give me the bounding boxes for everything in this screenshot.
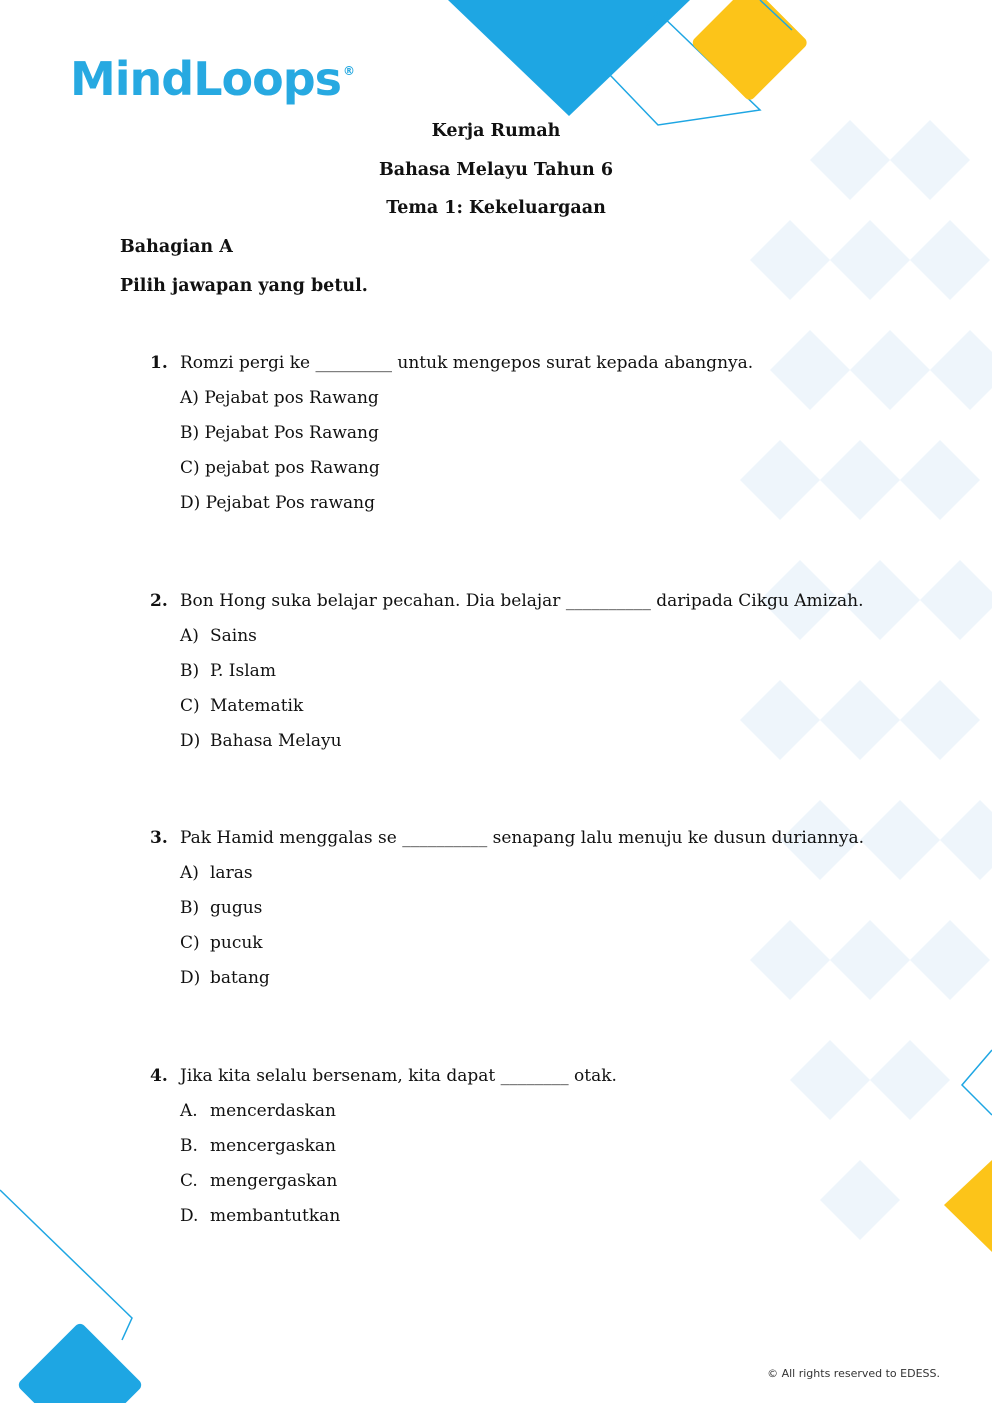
theme-title: Tema 1: Kekeluargaan: [386, 198, 606, 218]
option-b[interactable]: [150, 661, 910, 696]
option-text: Sains: [210, 626, 257, 646]
option-letter: C): [180, 696, 200, 716]
question-number: 1.: [150, 353, 168, 373]
option-text: mencerdaskan: [210, 1101, 336, 1121]
option-text: Matematik: [210, 696, 304, 716]
option-letter: C): [180, 458, 200, 478]
option-text: mengergaskan: [210, 1171, 338, 1191]
question-stem: [150, 591, 910, 615]
option-text: pucuk: [210, 933, 263, 953]
option-a[interactable]: [150, 1101, 910, 1136]
top-yellow-diamond: [690, 0, 809, 102]
question-number: 2.: [150, 591, 168, 611]
question-stem: [150, 1066, 910, 1090]
right-yellow-diamond: [944, 1160, 992, 1252]
option-c[interactable]: [150, 933, 910, 968]
option-text: batang: [210, 968, 270, 988]
option-list: [150, 1101, 910, 1241]
option-letter: A): [180, 388, 199, 408]
option-c[interactable]: [150, 458, 910, 493]
option-a[interactable]: [150, 863, 910, 898]
bottom-left-outline: [0, 1190, 132, 1340]
option-letter: D): [180, 731, 201, 751]
option-c[interactable]: [150, 1171, 910, 1206]
option-text: gugus: [210, 898, 263, 918]
right-outline-diamond: [962, 1050, 992, 1115]
option-d[interactable]: [150, 731, 910, 766]
question-stem: [150, 353, 910, 377]
logo-text: MindLoops: [70, 52, 342, 106]
section-instruction: Pilih jawapan yang betul.: [120, 276, 368, 296]
option-letter: D.: [180, 1206, 199, 1226]
question-text: Bon Hong suka belajar pecahan. Dia belajar __________ daripada Cikgu Amizah.: [180, 591, 864, 611]
option-list: [150, 388, 910, 528]
question-text: Romzi pergi ke _________ untuk mengepos surat kepada abangnya.: [180, 353, 754, 373]
option-letter: A): [180, 626, 199, 646]
option-letter: A.: [180, 1101, 198, 1121]
option-text: P. Islam: [210, 661, 276, 681]
option-b[interactable]: [150, 423, 910, 458]
question-2: [150, 591, 910, 766]
copyright-footer: © All rights reserved to EDESS.: [767, 1367, 940, 1380]
option-text: membantutkan: [210, 1206, 341, 1226]
question-number: 3.: [150, 828, 168, 848]
mindloops-logo: [70, 52, 354, 106]
option-text: Bahasa Melayu: [210, 731, 342, 751]
document-title: Kerja Rumah: [431, 121, 561, 141]
option-a[interactable]: [150, 388, 910, 423]
option-d[interactable]: [150, 1206, 910, 1241]
option-list: [150, 863, 910, 1003]
option-b[interactable]: [150, 1136, 910, 1171]
option-b[interactable]: [150, 898, 910, 933]
subject-title: Bahasa Melayu Tahun 6: [378, 160, 614, 180]
registered-mark: ®: [343, 64, 355, 78]
question-number: 4.: [150, 1066, 168, 1086]
section-heading: Bahagian A: [120, 237, 233, 257]
option-letter: A): [180, 863, 199, 883]
option-letter: B): [180, 898, 200, 918]
question-3: [150, 828, 910, 1003]
option-letter: C): [180, 933, 200, 953]
option-d[interactable]: [150, 493, 910, 528]
question-stem: [150, 828, 910, 852]
option-list: [150, 626, 910, 766]
option-a[interactable]: [150, 626, 910, 661]
option-text: mencergaskan: [210, 1136, 336, 1156]
option-text: laras: [210, 863, 253, 883]
option-text: pejabat pos Rawang: [205, 458, 380, 478]
question-text: Jika kita selalu bersenam, kita dapat ________ otak.: [180, 1066, 617, 1086]
option-letter: C.: [180, 1171, 198, 1191]
option-letter: B): [180, 661, 200, 681]
option-c[interactable]: [150, 696, 910, 731]
question-text: Pak Hamid menggalas se __________ senapang lalu menuju ke dusun duriannya.: [180, 828, 865, 848]
option-text: Pejabat Pos rawang: [205, 493, 375, 513]
question-1: [150, 353, 910, 528]
option-letter: B.: [180, 1136, 198, 1156]
option-text: Pejabat Pos Rawang: [204, 423, 379, 443]
option-letter: D): [180, 493, 201, 513]
question-4: [150, 1066, 910, 1241]
option-text: Pejabat pos Rawang: [204, 388, 379, 408]
option-d[interactable]: [150, 968, 910, 1003]
option-letter: D): [180, 968, 201, 988]
option-letter: B): [180, 423, 200, 443]
